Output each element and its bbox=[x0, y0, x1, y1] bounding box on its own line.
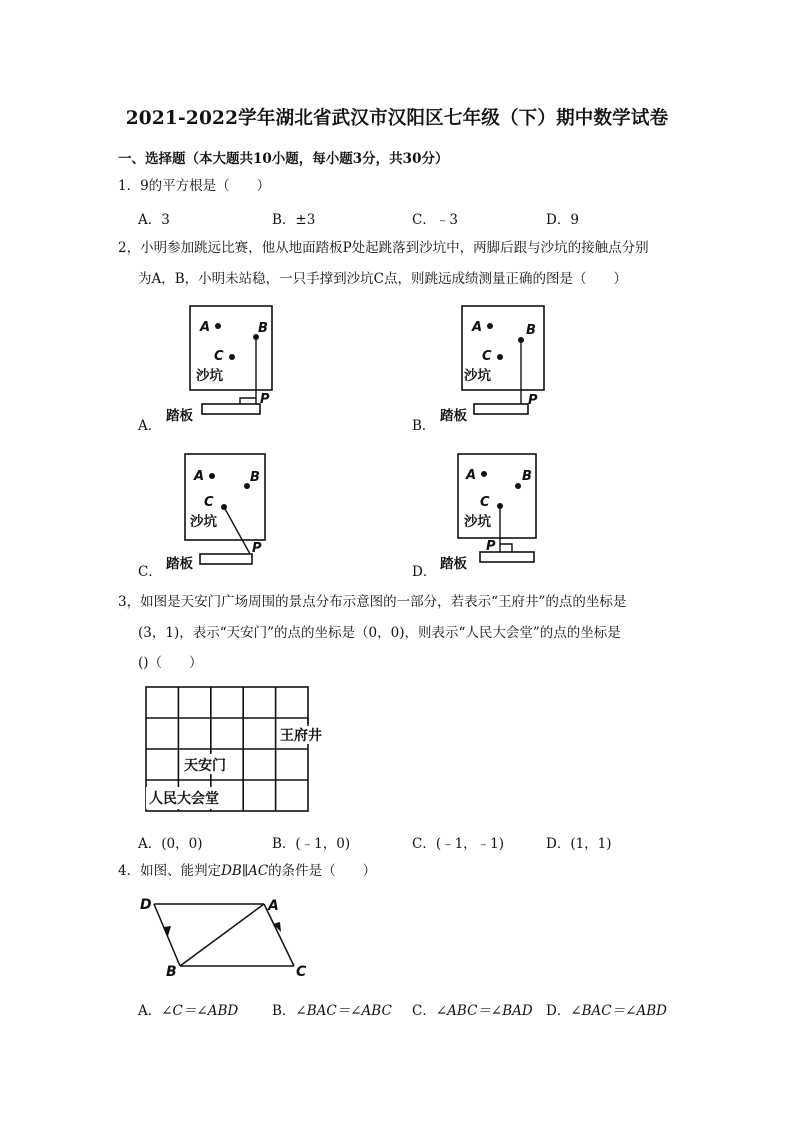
question-2-figures bbox=[130, 300, 690, 585]
q1-option-a: A．3 bbox=[138, 212, 170, 228]
fig-a-label-a: A bbox=[200, 320, 211, 335]
q1-option-d: D．9 bbox=[546, 212, 579, 228]
q4-option-c-letter: C． bbox=[412, 1003, 436, 1019]
fig-a-label-b: B bbox=[258, 321, 268, 336]
q4-stem-suffix: 的条件是（ ） bbox=[268, 863, 377, 879]
q4-label-d: D bbox=[140, 897, 152, 913]
question-4-stem bbox=[118, 858, 376, 885]
q4-option-c-expr: ∠ABC＝∠BAD bbox=[435, 1003, 533, 1019]
q2-option-c: C． bbox=[138, 564, 162, 580]
question-2-stem-line2: 为A，B，小明未站稳，一只手撑到沙坑C点，则跳远成绩测量正确的图是（ ） bbox=[138, 271, 627, 287]
page-title: 2021-2022学年湖北省武汉市汉阳区七年级（下）期中数学试卷 bbox=[125, 108, 669, 129]
q2-option-a: A． bbox=[138, 418, 162, 434]
fig-c-label-a: A bbox=[194, 469, 205, 484]
q4-option-d-expr: ∠BAC＝∠ABD bbox=[570, 1003, 667, 1019]
fig-d-label-a: A bbox=[466, 468, 477, 483]
q4-option-d bbox=[546, 999, 667, 1019]
q4-stem-italic: DB∥AC bbox=[221, 863, 269, 879]
fig-b-board-label: 踏板 bbox=[440, 408, 467, 424]
q4-option-c bbox=[412, 999, 533, 1019]
figure-b bbox=[440, 306, 544, 424]
q3-option-a: A．(0，0) bbox=[138, 836, 203, 852]
question-3-map bbox=[140, 684, 340, 814]
q4-label-b: B bbox=[166, 964, 177, 980]
fig-c-label-p: P bbox=[252, 541, 262, 556]
map-label-renmin: 人民大会堂 bbox=[149, 791, 219, 807]
fig-c-label-b: B bbox=[250, 470, 260, 485]
fig-a-label-p: P bbox=[260, 392, 270, 407]
fig-d-label-c: C bbox=[480, 495, 490, 510]
q4-option-b bbox=[272, 999, 392, 1019]
fig-b-label-a: A bbox=[472, 320, 483, 335]
fig-a-pit-label: 沙坑 bbox=[196, 368, 223, 384]
fig-d-label-p: P bbox=[486, 539, 496, 554]
question-3-stem-line1: 3，如图是天安门广场周围的景点分布示意图的一部分，若表示“王府井”的点的坐标是 bbox=[118, 594, 627, 610]
fig-b-label-b: B bbox=[526, 323, 536, 338]
fig-c-board-label: 踏板 bbox=[166, 556, 193, 572]
q4-option-a bbox=[138, 999, 238, 1019]
q4-label-c: C bbox=[296, 964, 307, 980]
q4-option-a-letter: A． bbox=[138, 1003, 162, 1019]
fig-b-label-c: C bbox=[482, 349, 492, 364]
question-4-figure bbox=[136, 894, 326, 984]
map-label-wangfujing: 王府井 bbox=[280, 728, 322, 744]
q3-option-b: B．(﹣1，0) bbox=[272, 836, 351, 852]
map-label-tiananmen: 天安门 bbox=[184, 758, 226, 774]
q4-label-a: A bbox=[268, 898, 279, 914]
q3-option-c: C．(﹣1，﹣1) bbox=[412, 836, 505, 852]
q2-option-d: D． bbox=[412, 564, 437, 580]
q4-stem-prefix: 4．如图、能判定 bbox=[118, 863, 222, 879]
fig-b-label-p: P bbox=[528, 393, 538, 408]
question-3-stem-line3: ()（ ） bbox=[138, 655, 203, 671]
q4-option-d-letter: D． bbox=[546, 1003, 571, 1019]
fig-b-pit-label: 沙坑 bbox=[464, 368, 491, 384]
fig-a-board-label: 踏板 bbox=[166, 408, 193, 424]
fig-d-board-label: 踏板 bbox=[440, 556, 467, 572]
figure-c bbox=[166, 454, 265, 572]
q3-option-d: D．(1，1) bbox=[546, 836, 612, 852]
q1-option-b: B．±3 bbox=[272, 212, 316, 228]
fig-d-label-b: B bbox=[522, 469, 532, 484]
figure-a bbox=[166, 306, 272, 424]
q2-option-b: B． bbox=[412, 418, 436, 434]
fig-a-label-c: C bbox=[214, 349, 224, 364]
q4-option-b-letter: B． bbox=[272, 1003, 296, 1019]
question-3-stem-line2: (3，1)，表示“天安门”的点的坐标是（0，0)，则表示“人民大会堂”的点的坐标是 bbox=[138, 625, 621, 641]
section-heading: 一、选择题（本大题共10小题，每小题3分，共30分） bbox=[118, 151, 449, 167]
fig-c-pit-label: 沙坑 bbox=[190, 514, 217, 530]
figure-d bbox=[440, 454, 536, 572]
question-2-stem-line1: 2，小明参加跳远比赛，他从地面踏板P处起跳落到沙坑中，两脚后跟与沙坑的接触点分别 bbox=[118, 240, 649, 256]
q4-option-a-expr: ∠C＝∠ABD bbox=[161, 1003, 239, 1019]
q1-option-c: C．﹣3 bbox=[412, 212, 458, 228]
question-1-stem: 1．9的平方根是（ ） bbox=[118, 178, 271, 194]
fig-d-pit-label: 沙坑 bbox=[464, 514, 491, 530]
q4-option-b-expr: ∠BAC＝∠ABC bbox=[295, 1003, 392, 1019]
fig-c-label-c: C bbox=[204, 495, 214, 510]
